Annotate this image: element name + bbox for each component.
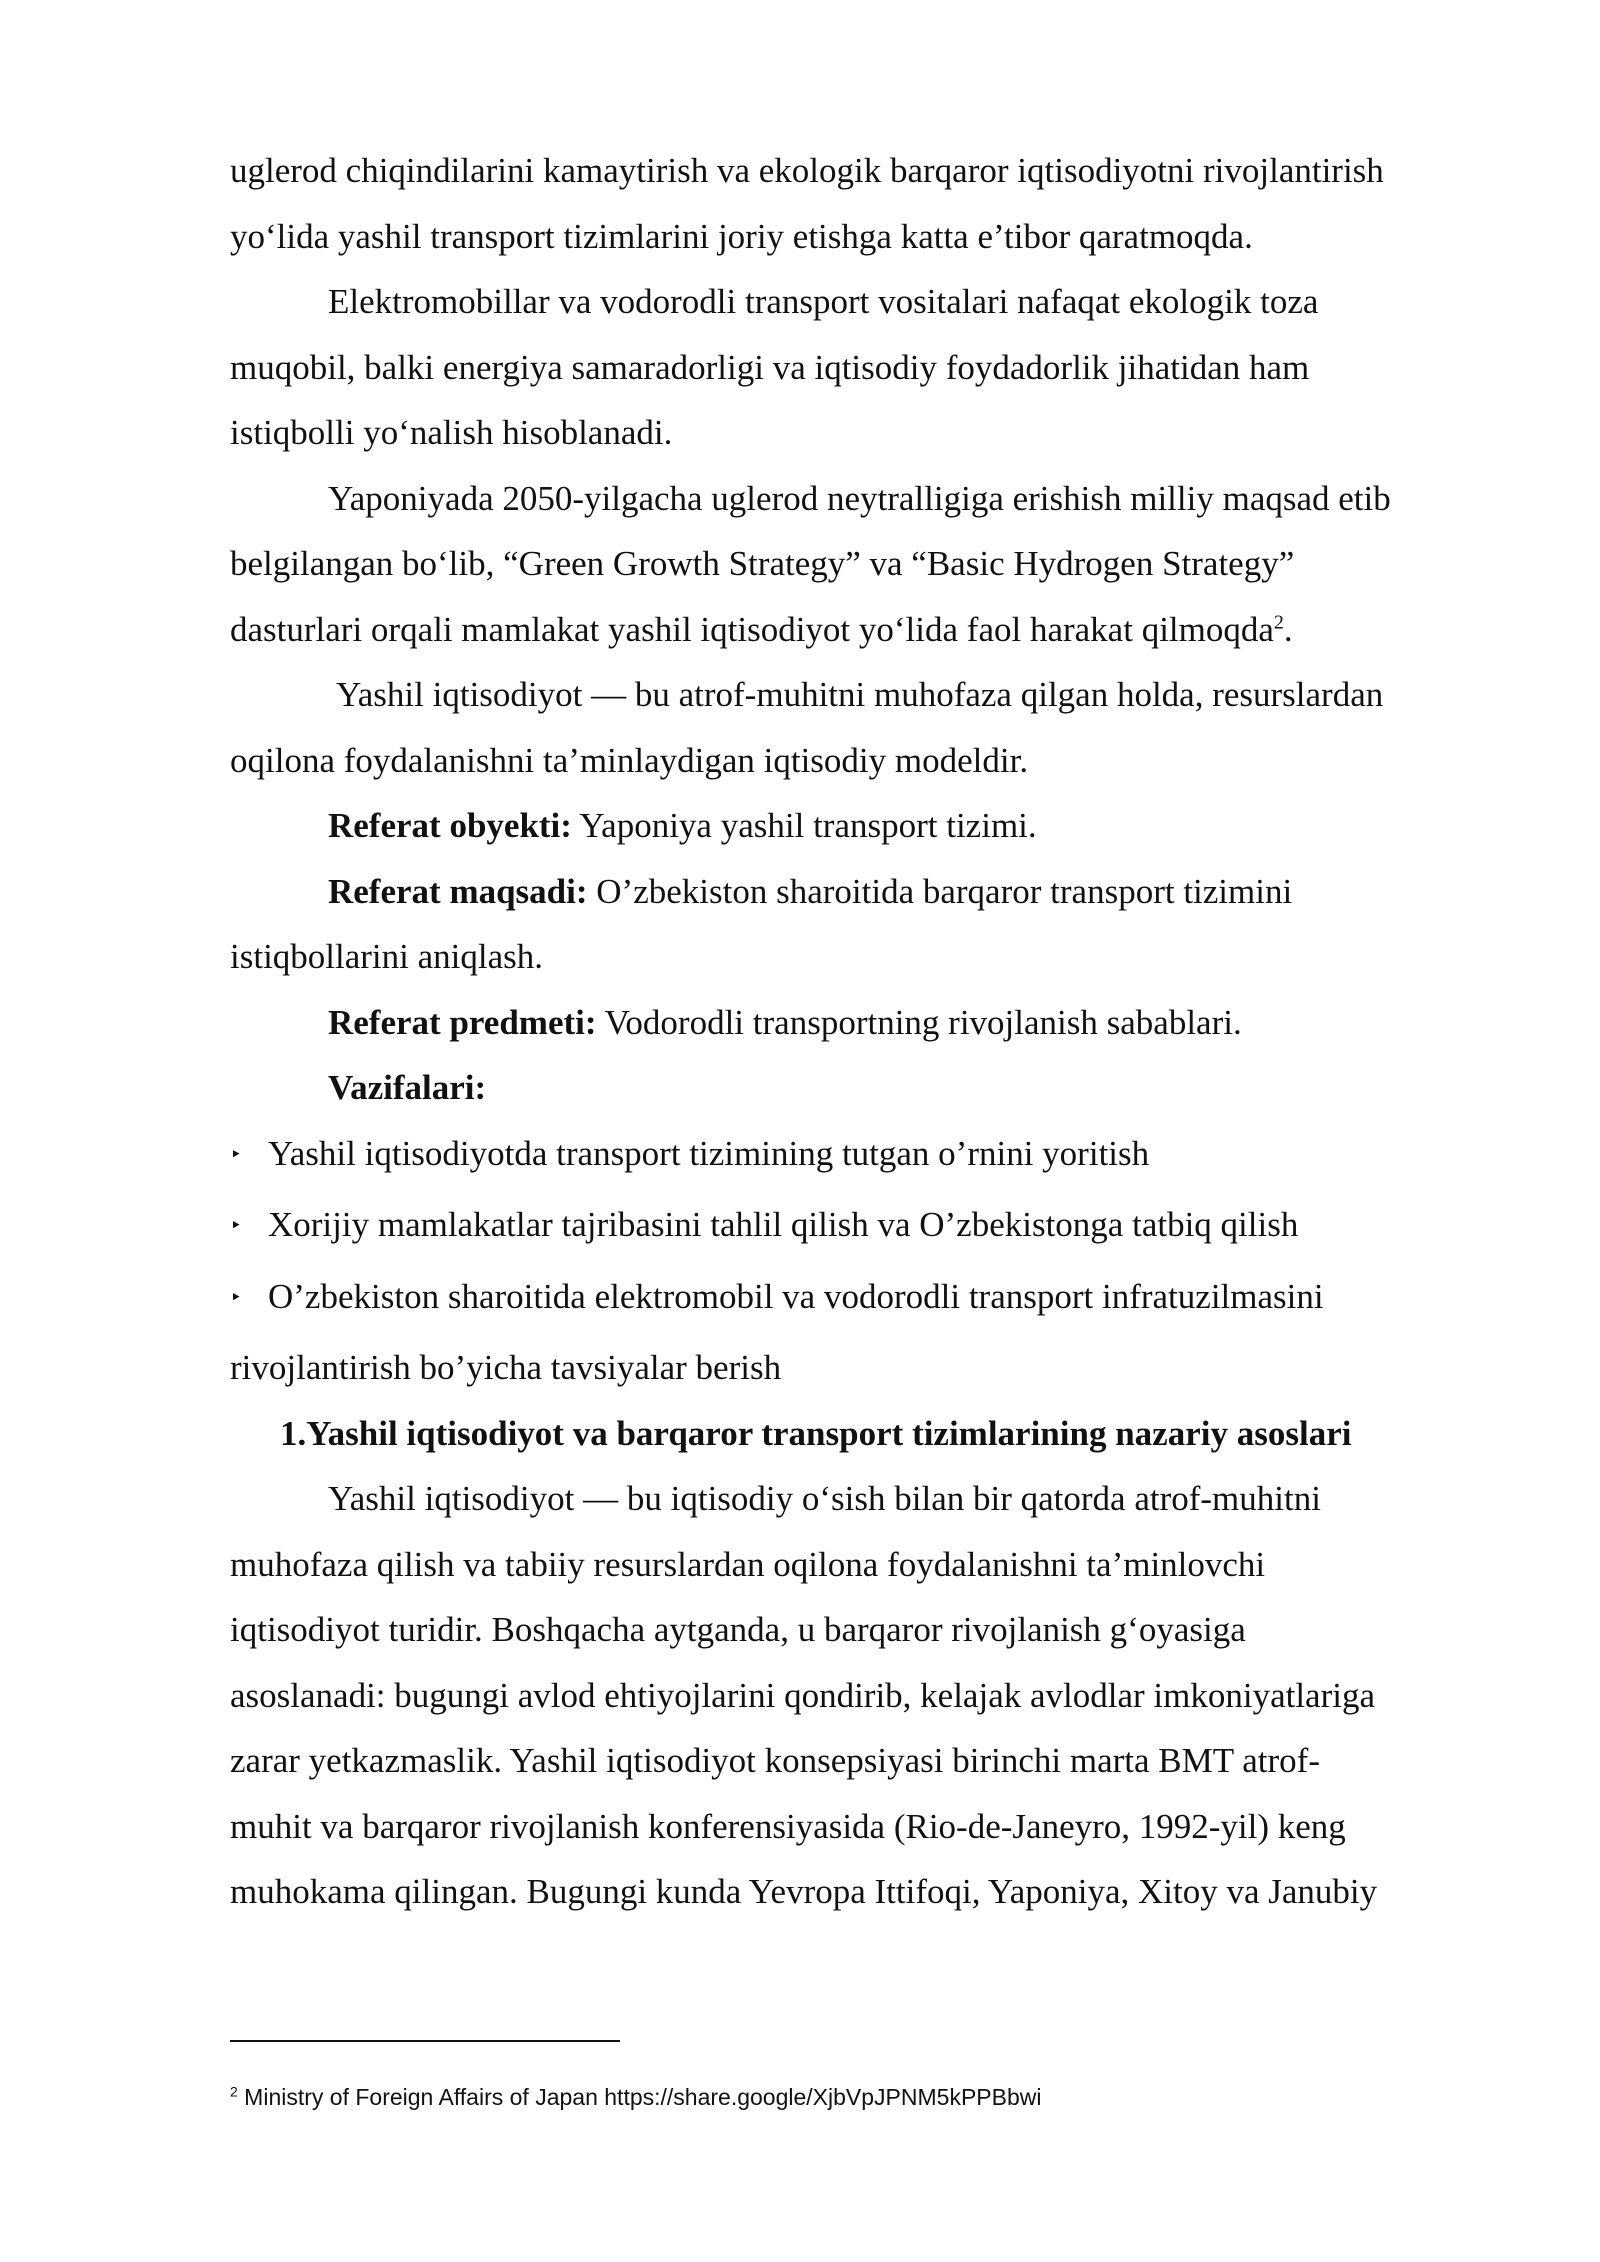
bullet-icon: ‣: [230, 1215, 242, 1237]
paragraph-line: muhit va barqaror rivojlanish konferensiyasida (Rio-de-Janeyro, 1992-yil) keng: [230, 1806, 1346, 1846]
referat-object: [230, 793, 1480, 859]
document-body: [230, 138, 1480, 1925]
referat-subject: [230, 990, 1480, 1056]
paragraph-line: muhofaza qilish va tabiiy resurslardan oqilona foydalanishni ta’minlovchi: [230, 1544, 1266, 1584]
referat-subject-text: Vodorodli transportning rivojlanish sabablari.: [596, 1002, 1242, 1042]
referat-goal-text: O’zbekiston sharoitida barqaror transport tizimini: [587, 871, 1293, 911]
paragraph-line: oqilona foydalanishni ta’minlaydigan iqtisodiy modeldir.: [230, 740, 1029, 780]
paragraph-line: Elektromobillar va vodorodli transport vositalari nafaqat ekologik toza: [328, 282, 1319, 321]
paragraph-line: Yashil iqtisodiyot — bu iqtisodiy o‘sish bilan bir qatorda atrof-muhitni: [328, 1479, 1321, 1518]
footnote: [230, 2082, 1041, 2112]
referat-subject-label: Referat predmeti:: [328, 1002, 597, 1042]
paragraph-line: belgilangan bo‘lib, “Green Growth Strategy” va “Basic Hydrogen Strategy”: [230, 544, 1295, 583]
paragraph-punctuation: .: [1283, 609, 1293, 649]
paragraph-line: Yaponiyada 2050-yilgacha uglerod neytralligiga erishish milliy maqsad etib: [328, 478, 1391, 518]
list-item: [230, 1121, 1480, 1193]
footnote-separator: [230, 2040, 620, 2042]
paragraph-line: istiqbollarini aniqlash.: [230, 937, 544, 976]
paragraph-line: zarar yetkazmaslik. Yashil iqtisodiyot konsepsiyasi birinchi marta BMT atrof-: [230, 1741, 1320, 1780]
list-item-text: O’zbekiston sharoitida elektromobil va vodorodli transport infratuzilmasini: [268, 1276, 1324, 1316]
paragraph-line: muqobil, balki energiya samaradorligi va iqtisodiy foydadorlik jihatidan ham: [230, 347, 1310, 387]
list-item-text: Yashil iqtisodiyotda transport tizimining tutgan o’rnini yoritish: [268, 1133, 1150, 1173]
list-item-continuation: rivojlantirish bo’yicha tavsiyalar berish: [230, 1348, 782, 1387]
paragraph-line: muhokama qilingan. Bugungi kunda Yevropa Ittifoqi, Yaponiya, Xitoy va Janubiy: [230, 1872, 1378, 1911]
tasks-label: Vazifalari:: [328, 1068, 487, 1107]
list-item-text: Xorijiy mamlakatlar tajribasini tahlil qilish va O’zbekistonga tatbiq qilish: [268, 1205, 1299, 1244]
list-item: [230, 1192, 1480, 1264]
bullet-icon: ‣: [230, 1286, 242, 1309]
footnote-reference[interactable]: 2: [1273, 610, 1284, 633]
referat-goal: [230, 859, 1480, 925]
list-item: [230, 1264, 1480, 1336]
referat-goal-label: Referat maqsadi:: [328, 871, 588, 911]
section-heading: 1.Yashil iqtisodiyot va barqaror transport tizimlarining nazariy asoslari: [280, 1413, 1352, 1453]
paragraph-text: dasturlari orqali mamlakat yashil iqtisodiyot yo‘lida faol harakat qilmoqda: [230, 609, 1274, 649]
paragraph-line: istiqbolli yo‘nalish hisoblanadi.: [230, 413, 673, 452]
footnote-text[interactable]: Ministry of Foreign Affairs of Japan https://share.google/XjbVpJPNM5kPPBbwi: [237, 2084, 1042, 2110]
paragraph-line: iqtisodiyot turidir. Boshqacha aytganda, u barqaror rivojlanish g‘oyasiga: [230, 1610, 1246, 1649]
paragraph-line: asoslanadi: bugungi avlod ehtiyojlarini qondirib, kelajak avlodlar imkoniyatlariga: [230, 1675, 1376, 1715]
paragraph-line-with-footnote: [230, 597, 1480, 663]
paragraph-line: Yashil iqtisodiyot — bu atrof-muhitni muhofaza qilgan holda, resurslardan: [336, 675, 1384, 714]
bullet-icon: ‣: [230, 1143, 242, 1166]
footnote-number: 2: [230, 2083, 238, 2100]
referat-object-label: Referat obyekti:: [328, 806, 572, 845]
paragraph-line: yo‘lida yashil transport tizimlarini joriy etishga katta e’tibor qaratmoqda.: [230, 216, 1253, 256]
paragraph-line: uglerod chiqindilarini kamaytirish va ekologik barqaror iqtisodiyotni rivojlantirish: [230, 151, 1384, 190]
referat-object-text: Yaponiya yashil transport tizimi.: [571, 806, 1037, 845]
